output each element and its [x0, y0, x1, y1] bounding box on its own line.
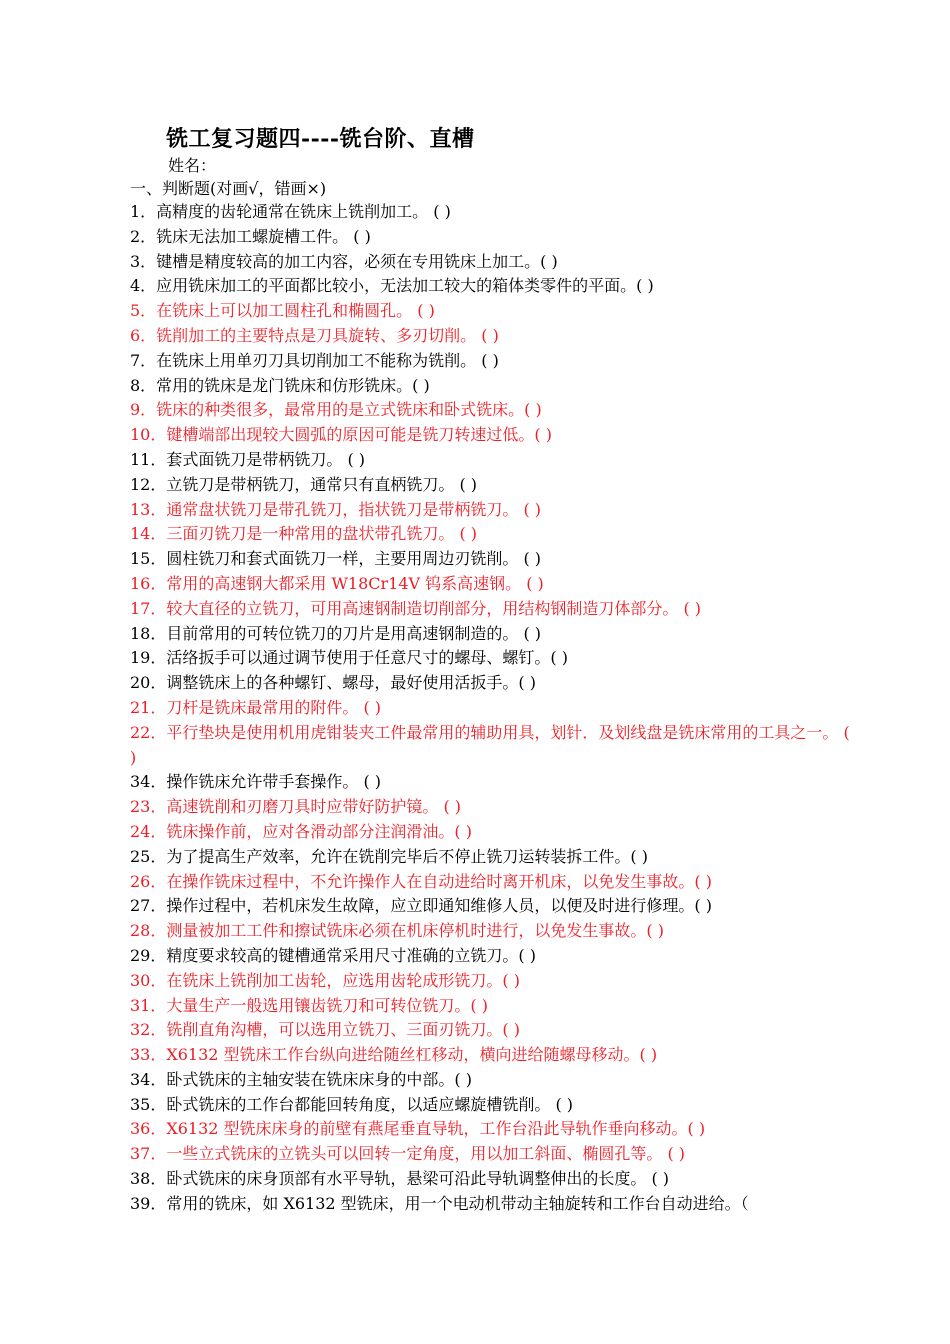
question-item: 20．调整铣床上的各种螺钉、螺母，最好使用活扳手。( ) [130, 673, 536, 693]
question-item: 34．操作铣床允许带手套操作。 ( ) [130, 772, 382, 792]
question-item: 10．键槽端部出现较大圆弧的原因可能是铣刀转速过低。( ) [130, 425, 552, 445]
question-item: 23．高速铣削和刃磨刀具时应带好防护镜。 ( ) [130, 797, 462, 817]
question-item: 9．铣床的种类很多，最常用的是立式铣床和卧式铣床。( ) [130, 400, 542, 420]
question-item: 26．在操作铣床过程中，不允许操作人在自动进给时离开机床，以免发生事故。( ) [130, 871, 712, 891]
question-item: 15．圆柱铣刀和套式面铣刀一样，主要用周边刃铣削。 ( ) [130, 549, 542, 569]
question-item: 35．卧式铣床的工作台都能回转角度，以适应螺旋槽铣削。 ( ) [130, 1094, 574, 1114]
question-item: 31．大量生产一般选用镶齿铣刀和可转位铣刀。( ) [130, 995, 488, 1015]
question-item: 1．高精度的齿轮通常在铣床上铣削加工。 ( ) [130, 202, 451, 221]
question-item: 5．在铣床上可以加工圆柱孔和椭圆孔。 ( ) [130, 301, 435, 321]
question-item: 33．X6132 型铣床工作台纵向进给随丝杠移动，横向进给随螺母移动。( ) [130, 1045, 658, 1065]
question-item: 3．键槽是精度较高的加工内容，必须在专用铣床上加工。( ) [130, 251, 558, 271]
question-item: 13．通常盘状铣刀是带孔铣刀，指状铣刀是带柄铣刀。 ( ) [130, 499, 542, 519]
question-item: 36．X6132 型铣床床身的前壁有燕尾垂直导轨，工作台沿此导轨作垂向移动。( ) [130, 1119, 706, 1139]
question-item: 17．较大直径的立铣刀，可用高速钢制造切削部分，用结构钢制造刀体部分。 ( ) [130, 598, 702, 618]
question-item: 22．平行垫块是使用机用虎钳装夹工件最常用的辅助用具，划针．及划线盘是铣床常用的工具之一。 ( ) [130, 722, 850, 767]
question-item: 32．铣削直角沟槽，可以选用立铣刀、三面刃铣刀。( ) [130, 1020, 520, 1040]
question-item: 4．应用铣床加工的平面都比较小，无法加工较大的箱体类零件的平面。( ) [130, 276, 654, 296]
question-item: 6．铣削加工的主要特点是刀具旋转、多刃切削。 ( ) [130, 325, 499, 345]
question-list [130, 200, 850, 1217]
question-item: 12．立铣刀是带柄铣刀，通常只有直柄铣刀。 ( ) [130, 474, 478, 494]
question-item: 29．精度要求较高的键槽通常采用尺寸准确的立铣刀。( ) [130, 945, 536, 965]
question-item: 34．卧式铣床的主轴安装在铣床床身的中部。( ) [130, 1069, 472, 1089]
name-label: 姓名： [168, 156, 217, 175]
question-item: 39．常用的铣床，如 X6132 型铣床，用一个电动机带动主轴旋转和工作台自动进给。（ [130, 1193, 749, 1213]
question-item: 19．活络扳手可以通过调节使用于任意尺寸的螺母、螺钉。( ) [130, 648, 568, 668]
question-item: 18．目前常用的可转位铣刀的刀片是用高速钢制造的。 ( ) [130, 623, 542, 643]
question-item: 21．刀杆是铣床最常用的附件。 ( ) [130, 697, 382, 717]
question-item: 27．操作过程中，若机床发生故障，应立即通知维修人员，以便及时进行修理。( ) [130, 896, 712, 916]
question-item: 28．测量被加工工件和擦试铣床必须在机床停机时进行，以免发生事故。( ) [130, 921, 664, 941]
section-heading: 一、判断题(对画√，错画×) [130, 179, 327, 198]
question-item: 16．常用的高速钢大都采用 W18Cr14V 钨系高速钢。 ( ) [130, 573, 544, 593]
question-item: 2．铣床无法加工螺旋槽工件。 ( ) [130, 226, 371, 246]
question-item: 7．在铣床上用单刃刀具切削加工不能称为铣削。 ( ) [130, 350, 499, 370]
question-item: 37．一些立式铣床的立铣头可以回转一定角度，用以加工斜面、椭圆孔等。 ( ) [130, 1144, 686, 1164]
document-title: 铣工复习题四----铣台阶、直槽 [166, 126, 475, 152]
question-item: 30．在铣床上铣削加工齿轮，应选用齿轮成形铣刀。( ) [130, 970, 520, 990]
question-item: 11．套式面铣刀是带柄铣刀。 ( ) [130, 449, 366, 469]
question-item: 25．为了提高生产效率，允许在铣削完毕后不停止铣刀运转装拆工件。( ) [130, 846, 648, 866]
question-item: 14．三面刃铣刀是一种常用的盘状带孔铣刀。 ( ) [130, 524, 478, 544]
question-item: 8．常用的铣床是龙门铣床和仿形铣床。( ) [130, 375, 430, 395]
question-item: 38．卧式铣床的床身顶部有水平导轨，悬梁可沿此导轨调整伸出的长度。 ( ) [130, 1169, 670, 1189]
question-item: 24．铣床操作前，应对各滑动部分注润滑油。( ) [130, 821, 472, 841]
